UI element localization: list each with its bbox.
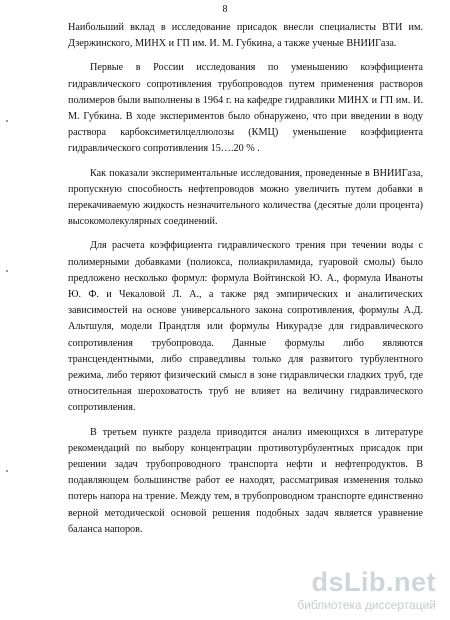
- document-body: [68, 20, 423, 538]
- paragraph: В третьем пункте раздела приводится анализ имеющихся в литературе рекомендаций по выбору концентрации противотурбулентных присадок при решении задач трубопроводного транспорта нефти и нефтепродуктов. В подавляющем большинстве работ ее находят, рассматривая изменения только потерь напора на трение. Между тем, в трубопроводном транспорте единственно верной методической основой решения подобных задач является уравнение баланса напоров.: [68, 426, 423, 535]
- watermark-tagline: библиотека диссертаций: [297, 598, 436, 612]
- paragraph: Как показали экспериментальные исследования, проведенные в ВНИИГаза, пропускную способность нефтепроводов можно увеличить путем добавки в перекачиваемую жидкость незначительного количества (десятые доли процента) высокомолекулярных соединений.: [68, 167, 423, 228]
- page-number: 8: [222, 4, 228, 15]
- watermark-logo: dsLib.net: [311, 567, 436, 597]
- paragraph: Первые в России исследования по уменьшению коэффициента гидравлического сопротивления трубопроводов путем применения растворов полимеров были выполнены в 1964 г. на кафедре гидравлики МИНХ и ГП им. И. М. Губкина. В ходе экспериментов было обнаружено, что при введении в воду раствора карбоксиметилцеллюлозы (КМЦ) уменьшение коэффициента гидравлического сопротивления 15….20 % .: [68, 62, 423, 155]
- paragraph: Наибольший вклад в исследование присадок внесли специалисты ВТИ им. Дзержинского, МИНХ и ГП им. И. М. Губкина, а также ученые ВНИИГаза.: [68, 22, 423, 50]
- watermark: [246, 568, 436, 612]
- paragraph: Для расчета коэффициента гидравлического трения при течении воды с полимерными добавками (полиокса, полиакриламида, гуаровой смолы) было предложено несколько формул: формула Войтинской Ю. А., формула Иваноты Ю. Ф. и Чекаловой Л. А., а также ряд эмпирических и аналитических зависимостей на основе универсального закона сопротивления, формулы А.Д. Альтшуля, модели Прандтля или формулы Никурадзе для гидравлического сопротивления трубопровода. Данные формулы либо являются трансцендентными, либо справедливы только для развитого турбулентного режима, либо теряют физический смысл в зоне гидравлически гладких труб, где относительная шероховатость труб не влияет на величину гидравлического сопротивления.: [68, 240, 423, 414]
